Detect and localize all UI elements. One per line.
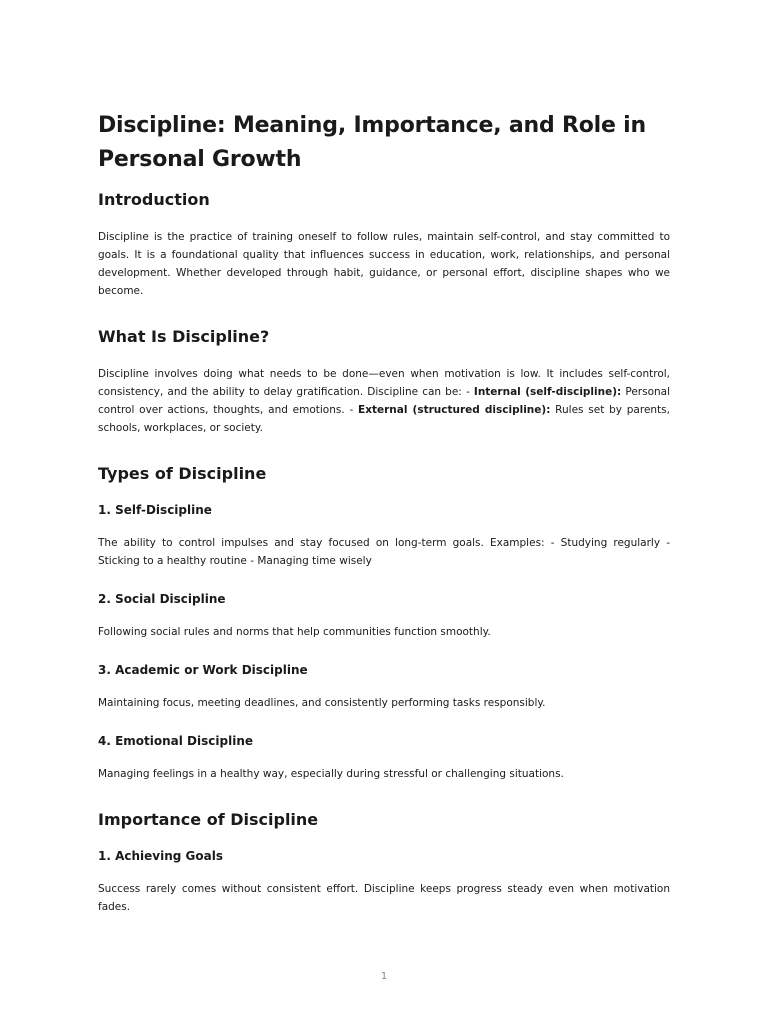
section-heading-what-is-discipline: What Is Discipline?	[98, 327, 270, 346]
subheading-achieving-goals: 1. Achieving Goals	[98, 849, 223, 863]
what-is-discipline-paragraph	[98, 365, 670, 437]
social-discipline-paragraph: Following social rules and norms that help communities function smoothly.	[98, 626, 491, 638]
academic-work-discipline-paragraph: Maintaining focus, meeting deadlines, and consistently performing tasks responsibly.	[98, 697, 546, 709]
section-heading-introduction: Introduction	[98, 190, 210, 209]
subheading-social-discipline: 2. Social Discipline	[98, 592, 226, 606]
subheading-academic-work-discipline: 3. Academic or Work Discipline	[98, 663, 308, 677]
section-heading-importance: Importance of Discipline	[98, 810, 319, 829]
achieving-goals-paragraph: Success rarely comes without consistent effort. Discipline keeps progress steady even when motivation fades.	[98, 883, 670, 913]
paragraph-text: Personal control over actions, thoughts, and emotions. -	[98, 386, 670, 416]
paragraph-text: Rules set by parents, schools, workplaces, or society.	[98, 404, 670, 434]
document-title: Discipline: Meaning, Importance, and Role in Personal Growth	[98, 113, 646, 172]
internal-term: Internal (self-discipline):	[473, 386, 622, 398]
document-body	[98, 109, 670, 916]
introduction-paragraph: Discipline is the practice of training oneself to follow rules, maintain self-control, and stay committed to goals. It is a foundational quality that influences success in education, work, relationships, and personal development. Whether developed through habit, guidance, or personal effort, discipline shapes who we become.	[98, 231, 670, 297]
self-discipline-paragraph: The ability to control impulses and stay focused on long-term goals. Examples: - Studying regularly - Sticking to a healthy routine - Managing time wisely	[98, 537, 670, 567]
emotional-discipline-paragraph: Managing feelings in a healthy way, especially during stressful or challenging situations.	[98, 768, 564, 780]
subheading-self-discipline: 1. Self-Discipline	[98, 503, 212, 517]
section-heading-types: Types of Discipline	[98, 464, 267, 483]
page-number: 1	[380, 971, 388, 982]
paragraph-text: Discipline involves doing what needs to be done—even when motivation is low. It includes self-control, consistency, and the ability to delay gratification. Discipline can be: -	[98, 368, 670, 398]
subheading-emotional-discipline: 4. Emotional Discipline	[98, 734, 253, 748]
external-term: External (structured discipline):	[358, 404, 551, 416]
